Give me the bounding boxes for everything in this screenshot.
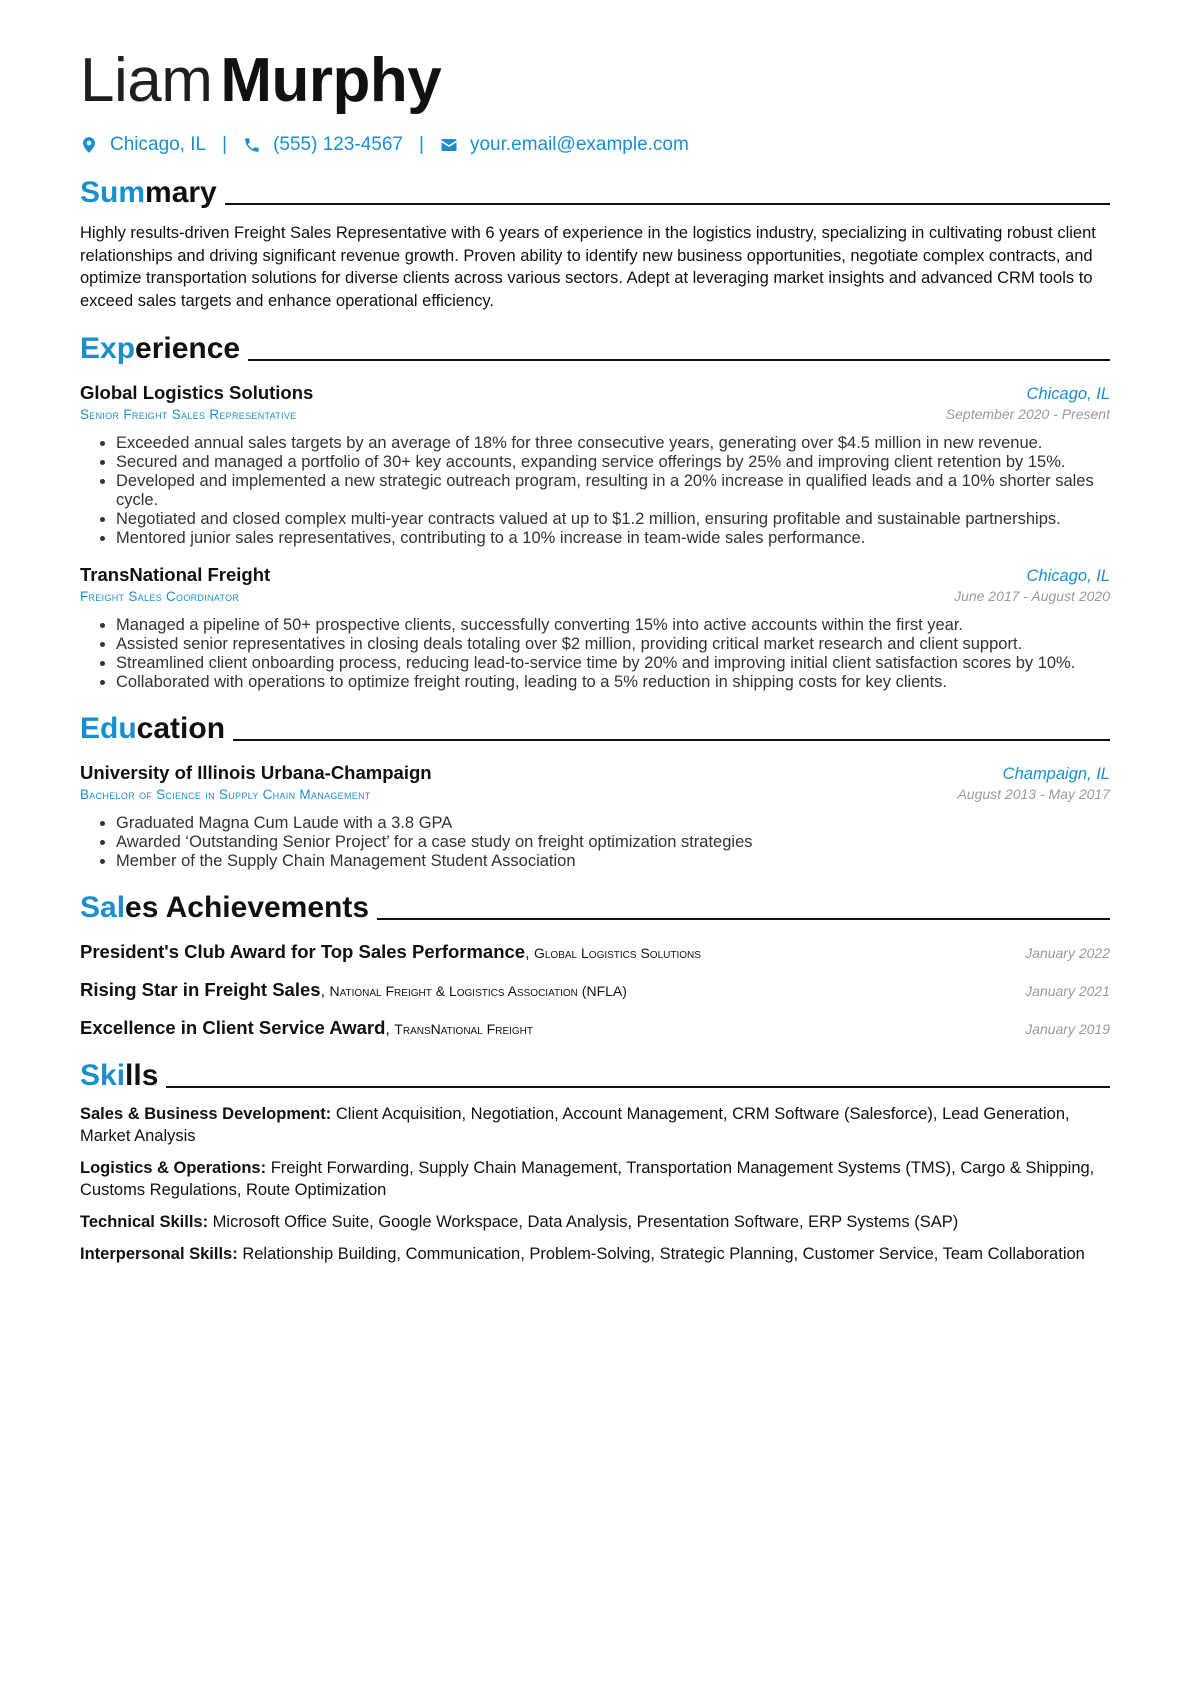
bullet-item: • Streamlined client onboarding process, reducing lead-to-service time by 20% and improving initial client satisfaction scores by 10%. xyxy=(116,654,1110,673)
section-heading xyxy=(80,706,1110,746)
section-rule xyxy=(233,739,1110,741)
skill-label: Logistics & Operations: xyxy=(80,1159,267,1177)
skill-label: Interpersonal Skills: xyxy=(80,1245,238,1263)
skill-value: Microsoft Office Suite, Google Workspace, Data Analysis, Presentation Software, ERP Systems (SAP) xyxy=(212,1213,959,1231)
title-accent: Exp xyxy=(80,332,136,365)
section-rule xyxy=(248,359,1110,361)
skill-label: Technical Skills: xyxy=(80,1213,209,1231)
achievement-org: National Freight & Logistics Association (NFLA) xyxy=(329,983,627,999)
last-name: Murphy xyxy=(220,46,442,115)
title-rest: es Achievements xyxy=(125,891,370,924)
summary-section xyxy=(80,170,1110,312)
skill-group xyxy=(80,1243,1110,1265)
entry-bullets xyxy=(80,814,1110,871)
phone-icon xyxy=(243,136,261,154)
skills-title xyxy=(80,1059,158,1093)
entry-organization: Global Logistics Solutions xyxy=(80,382,314,403)
title-accent: Sal xyxy=(80,891,126,924)
contact-line xyxy=(80,134,1110,156)
section-rule xyxy=(377,918,1110,920)
entry-location: Chicago, IL xyxy=(1026,567,1110,585)
location-text: Chicago, IL xyxy=(110,134,207,155)
skill-value: Relationship Building, Communication, Problem-Solving, Strategic Planning, Customer Service, Team Collaboration xyxy=(242,1245,1085,1263)
bullet-item: • Exceeded annual sales targets by an average of 18% for three consecutive years, generating over $4.5 million in new revenue. xyxy=(116,434,1110,453)
summary-text: Highly results-driven Freight Sales Representative with 6 years of experience in the logistics industry, specializing in cultivating robust client relationships and driving significant revenue growth. Proven ability to identify new business opportunities, negotiate complex contracts, and optimize transportation solutions for diverse clients across various sectors. Adept at leveraging market insights and advanced CRM tools to exceed sales targets and enhance operational efficiency. xyxy=(80,224,1096,310)
candidate-name xyxy=(80,44,1110,118)
achievement-date: January 2019 xyxy=(1025,1021,1110,1037)
section-heading xyxy=(80,170,1110,210)
bullet-item: • Assisted senior representatives in closing deals totaling over $2 million, providing critical market research and client support. xyxy=(116,635,1110,654)
entry-dates: June 2017 - August 2020 xyxy=(954,588,1110,604)
bullet-item: • Secured and managed a portfolio of 30+ key accounts, expanding service offerings by 25% and improving client retention by 15%. xyxy=(116,453,1110,472)
section-heading xyxy=(80,1053,1110,1093)
skill-label: Sales & Business Development: xyxy=(80,1105,332,1123)
skill-value: Freight Forwarding, Supply Chain Management, Transportation Management Systems (TMS), Cargo & Shipping, Customs Regulations, Route Optimization xyxy=(80,1159,1095,1199)
education-section xyxy=(80,706,1110,871)
bullet-item: • Collaborated with operations to optimize freight routing, leading to a 5% reduction in shipping costs for key clients. xyxy=(116,673,1110,692)
contact-separator: | xyxy=(222,134,228,155)
contact-separator: | xyxy=(419,134,424,155)
experience-entry xyxy=(80,382,1110,548)
entry-bullets xyxy=(80,616,1110,692)
map-marker-icon xyxy=(80,136,98,154)
section-heading xyxy=(80,885,1110,925)
achievement-org: TransNational Freight xyxy=(394,1021,534,1037)
summary-title xyxy=(80,176,217,210)
achievement-date: January 2021 xyxy=(1025,983,1110,999)
title-rest: cation xyxy=(136,712,226,745)
achievement-title: Rising Star in Freight Sales xyxy=(80,979,321,1000)
title-accent: Edu xyxy=(80,712,137,745)
experience-entry xyxy=(80,564,1110,692)
envelope-icon xyxy=(440,136,458,154)
entry-location: Chicago, IL xyxy=(1026,385,1110,403)
bullet-item: • Managed a pipeline of 50+ prospective clients, successfully converting 15% into active accounts within the first year. xyxy=(116,616,1110,635)
section-heading xyxy=(80,326,1110,366)
skills-section xyxy=(80,1053,1110,1265)
skill-value: Client Acquisition, Negotiation, Account Management, CRM Software (Salesforce), Lead Generation, Market Analysis xyxy=(80,1105,1070,1145)
entry-role: Freight Sales Coordinator xyxy=(80,589,240,604)
achievement-item: President's Club Award for Top Sales Performance, Global Logistics Solutions January 2022 xyxy=(80,941,1110,962)
achievements-section xyxy=(80,885,1110,1039)
achievements-title xyxy=(80,891,369,925)
skill-group xyxy=(80,1157,1110,1201)
experience-title xyxy=(80,332,240,366)
email-link: your.email@example.com xyxy=(469,134,689,155)
achievement-date: January 2022 xyxy=(1025,945,1110,961)
bullet-item: • Member of the Supply Chain Management Student Association xyxy=(116,852,1110,871)
education-entry xyxy=(80,762,1110,871)
bullet-item: • Mentored junior sales representatives, contributing to a 10% increase in team-wide sales performance. xyxy=(116,529,1110,548)
section-rule xyxy=(166,1086,1110,1088)
achievement-org: Global Logistics Solutions xyxy=(533,945,701,961)
contact-phone[interactable] xyxy=(243,134,403,156)
title-accent: Ski xyxy=(80,1059,126,1092)
skill-group xyxy=(80,1103,1110,1147)
entry-role: Senior Freight Sales Representative xyxy=(80,407,297,422)
skill-group xyxy=(80,1211,1110,1233)
entry-degree: Bachelor of Science in Supply Chain Management xyxy=(80,787,371,802)
entry-dates: September 2020 - Present xyxy=(945,406,1110,422)
entry-dates: August 2013 - May 2017 xyxy=(957,786,1110,802)
achievement-title: President's Club Award for Top Sales Performance xyxy=(80,941,526,962)
bullet-item: • Developed and implemented a new strategic outreach program, resulting in a 20% increase in qualified leads and a 10% shorter sales cycle. xyxy=(116,472,1110,510)
achievement-item: Rising Star in Freight Sales, National Freight & Logistics Association (NFLA) January 2021 xyxy=(80,979,1110,1000)
achievement-item: Excellence in Client Service Award, TransNational Freight January 2019 xyxy=(80,1017,1110,1038)
first-name: Liam xyxy=(80,46,213,115)
bullet-item: • Graduated Magna Cum Laude with a 3.8 GPA xyxy=(116,814,1110,833)
entry-location: Champaign, IL xyxy=(1002,765,1110,783)
section-rule xyxy=(225,203,1110,205)
entry-organization: TransNational Freight xyxy=(80,564,271,585)
title-rest: erience xyxy=(135,332,241,365)
education-title xyxy=(80,712,225,746)
bullet-item: • Negotiated and closed complex multi-year contracts valued at up to $1.2 million, ensuring profitable and sustainable partnerships. xyxy=(116,510,1110,529)
title-rest: mary xyxy=(145,176,217,209)
entry-organization: University of Illinois Urbana-Champaign xyxy=(80,762,432,783)
achievement-title: Excellence in Client Service Award xyxy=(80,1017,386,1038)
title-rest: lls xyxy=(125,1059,159,1092)
bullet-item: • Awarded ‘Outstanding Senior Project’ for a case study on freight optimization strategies xyxy=(116,833,1110,852)
contact-location xyxy=(80,134,206,156)
experience-section xyxy=(80,326,1110,692)
contact-email[interactable] xyxy=(440,134,689,156)
title-accent: Sum xyxy=(80,176,146,209)
entry-bullets xyxy=(80,434,1110,548)
phone-text: (555) 123-4567 xyxy=(273,134,403,155)
